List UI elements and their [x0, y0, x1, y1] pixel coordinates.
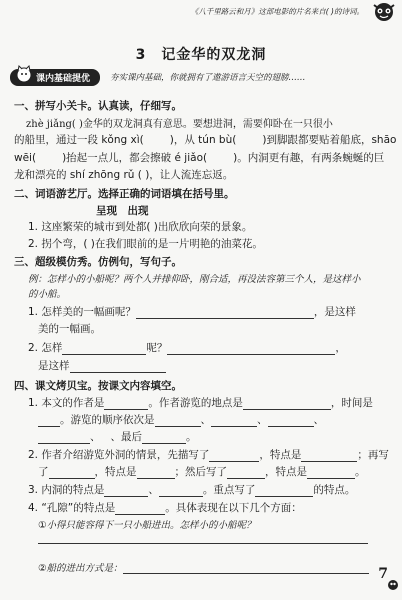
- word-choices: 呈现 出现: [96, 205, 149, 217]
- answer-blank[interactable]: [49, 467, 95, 479]
- answer-blank[interactable]: [243, 398, 331, 410]
- answer-blank[interactable]: [123, 562, 369, 574]
- question-3-2: 2. 怎样 呢？ ，: [28, 342, 346, 354]
- question-3-1-cont: 美的一幅画。: [38, 323, 101, 335]
- answer-blank[interactable]: [115, 503, 165, 515]
- answer-blank[interactable]: [236, 136, 262, 147]
- section-4-heading: 四、课文烤贝宝。按课文内容填空。: [14, 380, 182, 392]
- answer-blank[interactable]: [38, 415, 60, 427]
- question-4-1: 1. 本文的作者是 。作者游览的地点是 ，时间是: [28, 397, 373, 409]
- answer-blank[interactable]: [207, 154, 233, 165]
- section-banner: [10, 70, 390, 84]
- banner-motto: 夯实课内基础，你就拥有了遨游语言天空的翅膀……: [110, 73, 306, 83]
- pinyin-line-1: zhè jiǎng( )金华的双龙洞真有意思。要想进洞，需要仰卧在一只很小: [26, 119, 333, 130]
- answer-blank[interactable]: [137, 467, 175, 479]
- answer-blank[interactable]: [70, 361, 166, 373]
- answer-blank[interactable]: [144, 136, 170, 147]
- answer-blank[interactable]: [255, 485, 313, 497]
- question-3-1: 1. 怎样美的一幅画呢？ ，是这样: [28, 306, 356, 318]
- pinyin-line-2: 的船里，通过一段 kǒng xì( )，从 tún bù( )到脚跟都要贴着船底，shāo: [14, 134, 397, 146]
- question-4-4-sub2: ②船的进出方式是：: [38, 560, 384, 574]
- answer-blank[interactable]: [38, 432, 90, 444]
- answer-blank[interactable]: [268, 415, 314, 427]
- example-sentence-line-2: 的小船。: [28, 289, 67, 300]
- answer-blank[interactable]: [209, 450, 259, 462]
- question-3-2-cont: 是这样: [38, 358, 384, 373]
- answer-blank[interactable]: [36, 154, 62, 165]
- question-4-4-sub1: ①小得只能容得下一只小船进出。怎样小的小船呢？: [38, 520, 256, 531]
- answer-blank[interactable]: [159, 485, 203, 497]
- answer-blank[interactable]: [104, 485, 148, 497]
- section-3-heading: 三、超级模仿秀。仿例句，写句子。: [14, 256, 182, 268]
- running-header: 《八千里路云和月》这部电影的片名来自( )的诗词。: [190, 7, 364, 16]
- section-1-heading: 一、拼写小关卡。认真读，仔细写。: [14, 100, 182, 112]
- answer-blank[interactable]: [301, 450, 357, 462]
- section-2-heading: 二、词语游艺厅。选择正确的词语填在括号里。: [14, 188, 235, 200]
- answer-blank[interactable]: [62, 343, 146, 355]
- answer-blank[interactable]: [136, 307, 314, 319]
- page-title: 3 记金华的双龙洞: [135, 47, 267, 63]
- answer-blank[interactable]: [211, 415, 257, 427]
- question-4-2-cont: 了 ，特点是 ；然后写了 ，特点是 。: [38, 466, 366, 478]
- answer-blank[interactable]: [142, 432, 186, 444]
- answer-blank[interactable]: [167, 343, 335, 355]
- answer-blank[interactable]: [307, 467, 355, 479]
- answer-blank[interactable]: [227, 467, 265, 479]
- answer-blank[interactable]: [155, 415, 201, 427]
- answer-blank[interactable]: [104, 398, 148, 410]
- answer-line[interactable]: [38, 542, 368, 544]
- corner-decoration-icon: [386, 576, 400, 594]
- question-4-2: 2. 作者介绍游览外洞的情景，先描写了 ，特点是 ；再写: [28, 449, 389, 461]
- question-4-1-cont2: 、 、最后 。: [38, 429, 384, 444]
- question-4-4: 4. “孔隙”的特点是 。具体表现在以下几个方面：: [28, 502, 302, 514]
- pinyin-line-3: wēi( )抬起一点儿，都会擦破 é jiǎo( )。内洞更有趣，有两条蜿蜒的巨: [14, 152, 385, 164]
- question-2-1: 1. 这座繁荣的城市到处都( )出欣欣向荣的景象。: [28, 221, 253, 233]
- page-number: 7: [378, 566, 388, 582]
- question-4-3: 3. 内洞的特点是 、 。重点写了 的特点。: [28, 484, 356, 496]
- banner-label: 课内基础提优: [10, 69, 100, 86]
- cat-mascot-icon: [14, 64, 34, 84]
- question-2-2: 2. 拐个弯，( )在我们眼前的是一片明艳的油菜花。: [28, 238, 263, 250]
- question-4-1-cont: 。游览的顺序依次是 、 、 、: [38, 412, 384, 427]
- mascot-icon: [369, 0, 399, 26]
- pinyin-line-4: 龙和漂亮的 shí zhōng rǔ ( )，让人流连忘返。: [14, 169, 234, 181]
- example-sentence-line-1: 例：怎样小的小船呢？两个人并排仰卧，刚合适，再没法容第三个人，是这样小: [28, 274, 361, 285]
